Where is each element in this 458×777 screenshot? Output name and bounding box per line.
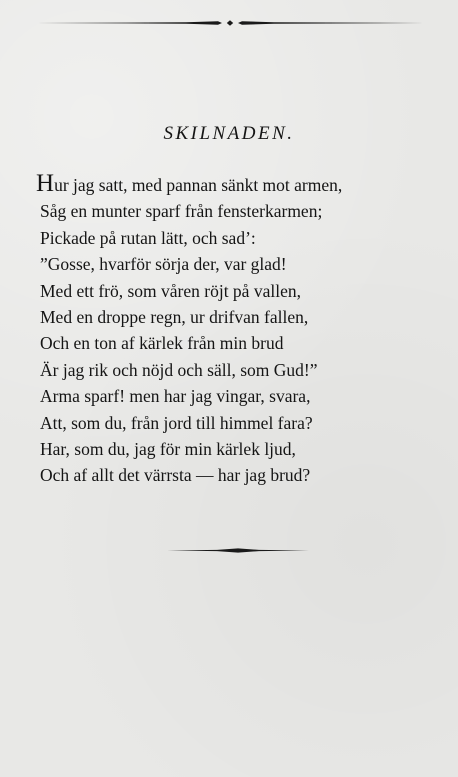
poem-line: Med en droppe regn, ur drifvan fallen,	[40, 307, 309, 328]
bottom-ornamental-rule	[167, 548, 309, 553]
poem-body	[36, 172, 436, 489]
poem-title: SKILNADEN.	[163, 123, 295, 144]
poem-line-text: ur jag satt, med pannan sänkt mot armen,	[54, 175, 343, 195]
poem-line: ”Gosse, hvarför sörja der, var glad!	[40, 254, 287, 275]
poem-line: Är jag rik och nöjd och säll, som Gud!”	[40, 359, 318, 380]
poem-line: Och en ton af kärlek från min brud	[40, 333, 284, 354]
poem-line: Såg en munter sparf från fensterkarmen;	[40, 201, 323, 222]
poem-line: Har, som du, jag för min kärlek ljud,	[40, 439, 296, 460]
top-ornamental-rule	[36, 20, 424, 26]
poem-line: Pickade på rutan lätt, och sad’:	[40, 227, 256, 248]
poem-line: Med ett frö, som våren röjt på vallen,	[40, 280, 301, 301]
poem-line: Att, som du, från jord till himmel fara?	[40, 412, 313, 433]
drop-capital: H	[36, 170, 55, 197]
poem-line: Och af allt det värrsta — har jag brud?	[40, 465, 311, 486]
poem-line: Arma sparf! men har jag vingar, svara,	[40, 386, 311, 407]
poem-line	[36, 172, 436, 198]
